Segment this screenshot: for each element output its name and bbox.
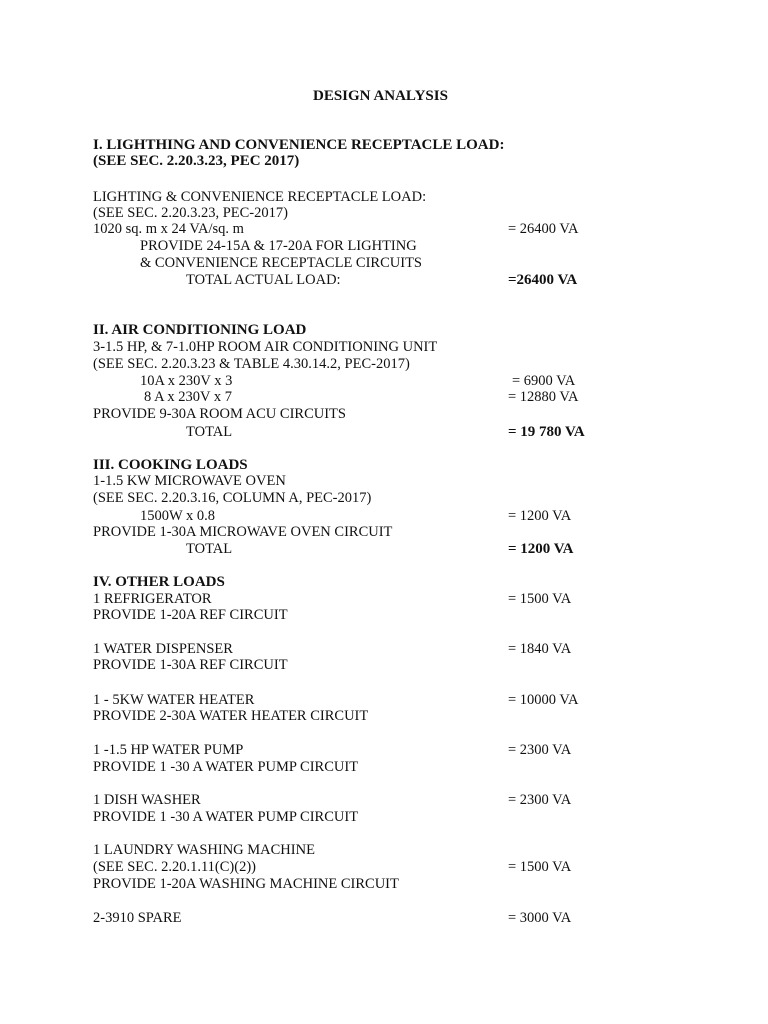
laundry-provide: PROVIDE 1-20A WASHING MACHINE CIRCUIT — [93, 876, 399, 892]
section3-heading: III. COOKING LOADS — [93, 457, 248, 473]
section2-provide: PROVIDE 9-30A ROOM ACU CIRCUITS — [93, 406, 346, 422]
item-value: = 2300 VA — [508, 792, 572, 808]
item-name: 1 WATER DISPENSER — [93, 641, 233, 657]
laundry-value: = 1500 VA — [508, 859, 572, 875]
item-value: = 1500 VA — [508, 591, 572, 607]
section3-total-label: TOTAL — [186, 541, 233, 557]
laundry-ref: (SEE SEC. 2.20.1.11(C)(2)) — [93, 859, 256, 875]
item-value: = 10000 VA — [508, 692, 579, 708]
section1-calc-value: = 26400 VA — [508, 221, 579, 237]
section1-line2: (SEE SEC. 2.20.3.23, PEC-2017) — [93, 205, 288, 221]
laundry-name: 1 LAUNDRY WASHING MACHINE — [93, 842, 315, 858]
section3-line1: 1-1.5 KW MICROWAVE OVEN — [93, 473, 286, 489]
section2-total-value: = 19 780 VA — [508, 424, 585, 440]
item-name: 1 - 5KW WATER HEATER — [93, 692, 255, 708]
section4-heading: IV. OTHER LOADS — [93, 574, 225, 590]
spare-name: 2-3910 SPARE — [93, 910, 182, 926]
section3-provide: PROVIDE 1-30A MICROWAVE OVEN CIRCUIT — [93, 524, 393, 540]
section3-total-value: = 1200 VA — [508, 541, 574, 557]
item-value: = 2300 VA — [508, 742, 572, 758]
item-provide: PROVIDE 2-30A WATER HEATER CIRCUIT — [93, 708, 369, 724]
item-provide: PROVIDE 1 -30 A WATER PUMP CIRCUIT — [93, 759, 359, 775]
section1-calc: 1020 sq. m x 24 VA/sq. m — [93, 221, 244, 237]
item-provide: PROVIDE 1-20A REF CIRCUIT — [93, 607, 288, 623]
item-name: 1 DISH WASHER — [93, 792, 201, 808]
section2-calc2: 8 A x 230V x 7 — [144, 389, 232, 405]
item-name: 1 REFRIGERATOR — [93, 591, 212, 607]
section3-calc-value: = 1200 VA — [508, 508, 572, 524]
section1-heading: I. LIGHTHING AND CONVENIENCE RECEPTACLE LOAD: — [93, 137, 505, 153]
item-value: = 1840 VA — [508, 641, 572, 657]
section2-calc1: 10A x 230V x 3 — [140, 373, 233, 389]
document-title: DESIGN ANALYSIS — [313, 88, 448, 104]
item-name: 1 -1.5 HP WATER PUMP — [93, 742, 244, 758]
section2-line2: (SEE SEC. 2.20.3.23 & TABLE 4.30.14.2, PEC-2017) — [93, 356, 410, 372]
section2-line1: 3-1.5 HP, & 7-1.0HP ROOM AIR CONDITIONING UNIT — [93, 339, 438, 355]
section1-total-label: TOTAL ACTUAL LOAD: — [186, 272, 341, 288]
section1-provide2: & CONVENIENCE RECEPTACLE CIRCUITS — [140, 255, 422, 271]
spare-value: = 3000 VA — [508, 910, 572, 926]
item-provide: PROVIDE 1 -30 A WATER PUMP CIRCUIT — [93, 809, 359, 825]
section2-heading: II. AIR CONDITIONING LOAD — [93, 322, 307, 338]
section3-line2: (SEE SEC. 2.20.3.16, COLUMN A, PEC-2017) — [93, 490, 372, 506]
section1-total-value: =26400 VA — [508, 272, 578, 288]
section1-heading-ref: (SEE SEC. 2.20.3.23, PEC 2017) — [93, 153, 300, 169]
section1-provide1: PROVIDE 24-15A & 17-20A FOR LIGHTING — [140, 238, 417, 254]
section3-calc: 1500W x 0.8 — [140, 508, 216, 524]
section2-calc2-value: = 12880 VA — [508, 389, 579, 405]
section2-calc1-value: = 6900 VA — [512, 373, 576, 389]
section1-line1: LIGHTING & CONVENIENCE RECEPTACLE LOAD: — [93, 189, 427, 205]
section2-total-label: TOTAL — [186, 424, 233, 440]
item-provide: PROVIDE 1-30A REF CIRCUIT — [93, 657, 288, 673]
